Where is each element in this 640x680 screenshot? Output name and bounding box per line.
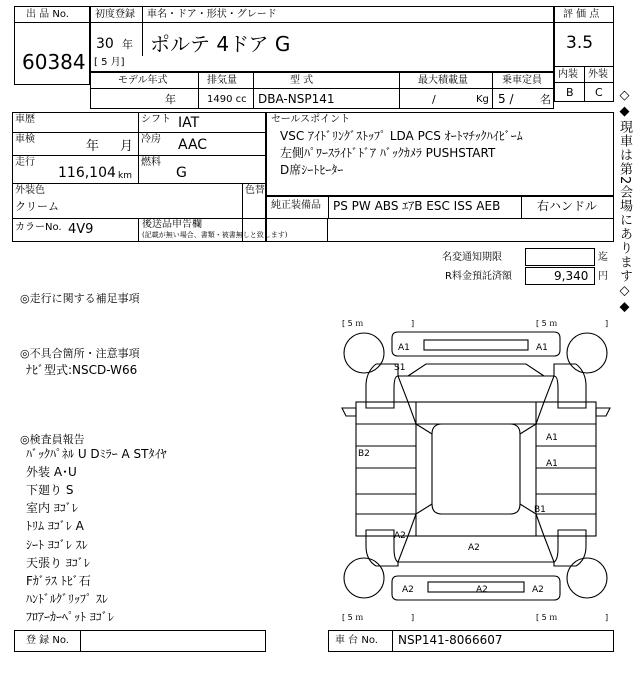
tire-size-tl-close: ] xyxy=(411,319,415,328)
hood xyxy=(398,376,554,402)
tire-size-tr: [ 5 ｍ xyxy=(536,319,558,328)
docs-label: 後送品申告欄 xyxy=(142,219,202,230)
history-label: 車歴 xyxy=(15,114,35,125)
name-change-label: 名変通知期限 xyxy=(442,252,502,263)
ext-color-value: クリーム xyxy=(15,200,59,213)
displacement-value: 1490 cc xyxy=(207,94,247,105)
damage-mark: A2 xyxy=(468,543,480,553)
wheel-rear-left xyxy=(344,558,384,598)
damage-mark: S1 xyxy=(394,363,406,373)
first-reg-year-unit: 年 xyxy=(122,38,133,51)
sales-line-1: VSC ｱｲﾄﾞﾘﾝｸﾞｽﾄｯﾌﾟ LDA PCS ｵｰﾄﾏﾁｯｸﾊｲﾋﾞｰﾑ xyxy=(280,129,523,143)
damage-mark: A2 xyxy=(402,585,414,595)
model-label: 型 式 xyxy=(290,75,314,86)
nav-model-line: ﾅﾋﾞ型式:NSCD-W66 xyxy=(26,363,138,377)
sales-line-3: D席ｼｰﾄﾋｰﾀｰ xyxy=(280,163,344,177)
chassis-label: 車 台 No. xyxy=(335,635,378,646)
damage-mark: A1 xyxy=(546,433,558,443)
sales-line-2: 左側ﾊﾟﾜｰｽﾗｲﾄﾞﾄﾞｱ ﾊﾞｯｸｶﾒﾗ PUSHSTART xyxy=(280,146,496,160)
damage-mark: A1 xyxy=(546,459,558,469)
damage-mark: B2 xyxy=(358,449,370,459)
score-label: 評 価 点 xyxy=(563,9,600,20)
front-bumper xyxy=(392,332,560,356)
wheel-front-right xyxy=(567,333,607,373)
rear-right-fender xyxy=(554,530,586,566)
inspector-line-8: Fｶﾞﾗｽ ﾄﾋﾞ石 xyxy=(26,574,91,588)
ext-color-label: 外装色 xyxy=(15,185,45,196)
left-mirror xyxy=(342,408,356,416)
interior-label: 内装 xyxy=(558,69,578,80)
car-name: ポルテ 4ドア G xyxy=(150,32,291,56)
driving-notes-title: ◎走行に関する補足事項 xyxy=(20,292,140,305)
max-load-unit: Kg xyxy=(476,94,489,105)
damage-mark: A1 xyxy=(398,343,410,353)
front-pillars xyxy=(416,424,536,434)
side-view-top xyxy=(376,364,576,376)
equipment-label: 純正装備品 xyxy=(271,200,321,211)
front-grille xyxy=(424,340,528,350)
inspection-year: 年 xyxy=(86,139,100,154)
displacement-label: 排気量 xyxy=(207,75,237,86)
body-outline xyxy=(356,402,596,536)
mileage-unit: km xyxy=(118,171,132,181)
exterior-label: 外装 xyxy=(588,69,608,80)
max-load-value: / xyxy=(432,93,436,106)
inspector-line-9: ﾊﾝﾄﾞﾙｸﾞﾘｯﾌﾟ ｽﾚ xyxy=(26,592,108,606)
defects-title: ◎不具合箇所・注意事項 xyxy=(20,347,140,360)
ac-value: AAC xyxy=(178,137,208,153)
inspector-line-6: ｼｰﾄ ﾖｺﾞﾚ ｽﾚ xyxy=(26,538,88,552)
name-change-unit: 迄 xyxy=(598,252,608,263)
name-change-field xyxy=(525,248,595,266)
first-reg-month: [ 5 月] xyxy=(94,57,125,68)
tire-size-bl-close: ] xyxy=(411,613,415,622)
model-code: DBA-NSP141 xyxy=(258,92,335,106)
color-no-value: 4V9 xyxy=(68,222,94,237)
rear-window xyxy=(408,514,544,536)
inspector-line-1: ﾊﾞｯｸﾊﾟﾈﾙ U Dﾐﾗｰ A STﾀｲﾔ xyxy=(26,447,167,461)
lot-label: 出 品 No. xyxy=(26,9,69,20)
inspection-month: 月 xyxy=(120,139,134,154)
interior-grade: B xyxy=(566,86,574,99)
inspector-title: ◎検査員報告 xyxy=(20,433,85,446)
mileage-label: 走行 xyxy=(15,157,35,168)
capacity-unit: 名 xyxy=(540,93,551,106)
mileage-value: 116,104 xyxy=(58,165,116,181)
car-damage-diagram xyxy=(336,316,616,626)
sales-label: セールスポイント xyxy=(271,114,351,125)
exterior-grade: C xyxy=(595,86,603,99)
steering-value: 右ハンドル xyxy=(537,199,598,213)
damage-mark: A2 xyxy=(476,585,488,595)
inspector-line-5: ﾄﾘﾑ ﾖｺﾞﾚ A xyxy=(26,519,84,533)
recycle-value: 9,340 xyxy=(554,269,589,283)
capacity-label: 乗車定員 xyxy=(502,75,542,86)
inspector-line-10: ﾌﾛｱｰｶｰﾍﾟｯﾄ ﾖｺﾞﾚ xyxy=(26,610,114,624)
capacity-value: 5 / xyxy=(498,92,514,106)
model-year-value: 年 xyxy=(165,93,176,106)
max-load-label: 最大積載量 xyxy=(418,75,468,86)
side-note xyxy=(614,88,634,370)
inspector-line-4: 室内 ﾖｺﾞﾚ xyxy=(26,501,78,515)
front-right-fender xyxy=(554,364,586,408)
color-no-label: カラーNo. xyxy=(15,222,62,233)
body-right-panels xyxy=(536,424,596,514)
damage-mark: A2 xyxy=(394,531,406,541)
docs-note: (記載が無い場合、書類・被書無しと致します) xyxy=(142,231,288,239)
equipment-value: PS PW ABS ｴｱB ESC ISS AEB xyxy=(333,199,501,213)
color-change-label: 色替 xyxy=(245,185,265,196)
damage-mark: A2 xyxy=(532,585,544,595)
roof xyxy=(432,424,520,514)
wheel-front-left xyxy=(344,333,384,373)
chassis-value: NSP141-8066607 xyxy=(398,633,503,647)
score-value: 3.5 xyxy=(566,33,594,53)
side-note-text: ◇◆現車は第2会場にあります◇◆ xyxy=(617,88,632,316)
title-label: 車名・ドア・形状・グレード xyxy=(147,9,277,20)
tire-size-tr-close: ] xyxy=(605,319,609,328)
tire-size-br: [ 5 ｍ xyxy=(536,613,558,622)
first-reg-year: 30 xyxy=(96,36,114,52)
shift-label: シフト xyxy=(141,114,171,125)
ac-label: 冷房 xyxy=(141,134,161,145)
damage-mark: B1 xyxy=(534,505,546,515)
recycle-unit: 円 xyxy=(598,271,608,282)
inspection-label: 車検 xyxy=(15,134,35,145)
inspector-line-7: 天張り ﾖｺﾞﾚ xyxy=(26,556,90,570)
tire-size-br-close: ] xyxy=(605,613,609,622)
first-reg-label: 初度登録 xyxy=(95,9,135,20)
side-view-bottom xyxy=(376,562,576,566)
reg-no-label: 登 録 No. xyxy=(26,635,69,646)
windshield xyxy=(408,402,544,424)
rear-pillars xyxy=(416,504,536,514)
body-left-panels xyxy=(356,424,416,514)
wheel-rear-right xyxy=(567,558,607,598)
inspector-line-2: 外装 A･U xyxy=(26,465,77,479)
lot-number: 60384 xyxy=(22,50,86,74)
fuel-label: 燃料 xyxy=(141,157,161,168)
damage-mark: A1 xyxy=(536,343,548,353)
fuel-value: G xyxy=(176,165,187,181)
shift-value: IAT xyxy=(178,115,200,131)
right-mirror xyxy=(596,408,610,416)
tire-size-bl: [ 5 ｍ xyxy=(342,613,364,622)
recycle-label: R料金預託済額 xyxy=(445,271,512,282)
inspector-line-3: 下廻り S xyxy=(26,483,74,497)
model-year-label: モデル年式 xyxy=(118,75,168,86)
tire-size-tl: [ 5 ｍ xyxy=(342,319,364,328)
